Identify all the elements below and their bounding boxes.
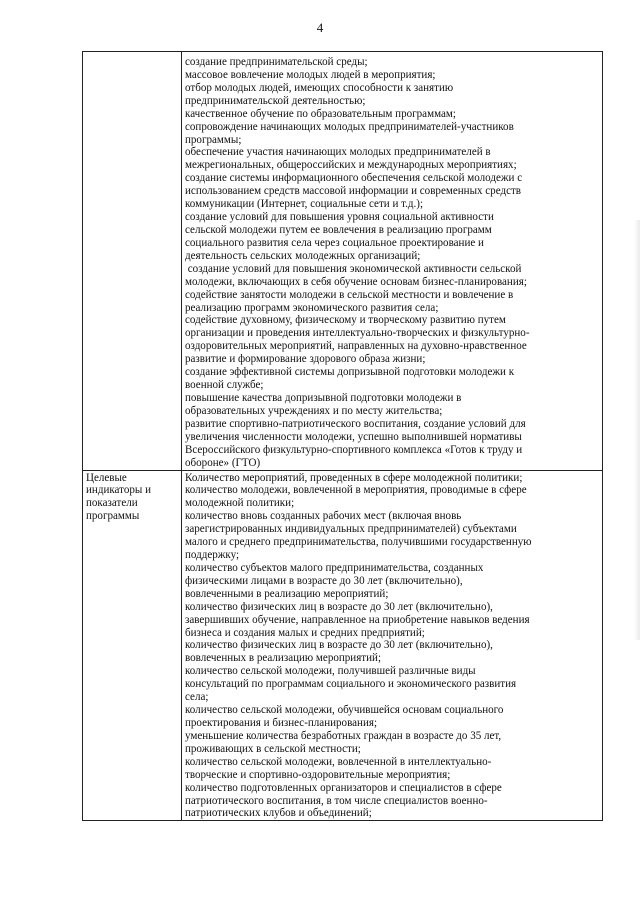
text-line: военной службе; [185,379,264,392]
text-line: проектирования и бизнес-планирования; [185,717,378,730]
text-line: организации и проведения интеллектуально-творческих и физкультурно- [185,327,530,340]
text-line: содействие духовному, физическому и творческому развитию путем [185,314,506,327]
text-line: малого и среднего предпринимательства, получившими государственную [185,536,532,549]
label-line: индикаторы и [86,484,151,497]
text-line: Количество мероприятий, проведенных в сфере молодежной политики; [185,471,523,484]
text-line: социального развития села через социальное проектирование и [185,236,484,249]
text-line: обеспечение участия начинающих молодых предпринимателей в [185,146,491,159]
page-number: 4 [316,20,324,35]
text-line: создание эффективной системы допризывной подготовки молодежи к [185,366,515,379]
row-label-cell [83,470,182,821]
text-line: количество физических лиц в возрасте до 30 лет (включительно), [185,639,493,652]
text-line: патриотического воспитания, в том числе специалистов военно- [185,794,488,807]
table-row [83,470,603,821]
text-line: качественное обучение по образовательным программам; [185,107,456,120]
text-line: межрегиональных, общероссийских и международных мероприятиях; [185,159,517,172]
text-line: увеличения численности молодежи, успешно выполнившей нормативы [185,430,522,443]
text-line: содействие занятости молодежи в сельской местности и вовлечение в [185,288,514,301]
text-line: количество субъектов малого предпринимательства, созданных [185,561,484,574]
label-line: Целевые [86,471,127,484]
text-line: сельской молодежи путем ее вовлечения в реализацию программ [185,223,492,236]
scan-shadow [634,220,640,640]
label-line: показатели [86,497,138,510]
text-line: отбор молодых людей, имеющих способности к занятию [185,81,454,94]
text-line: создание предпринимательской среды; [185,56,368,68]
text-line: уменьшение количества безработных граждан в возрасте до 35 лет, [185,729,502,742]
text-line: зарегистрированных индивидуальных предпринимателей) субъектами [185,523,517,536]
text-line: завершивших обучение, направленное на приобретение навыков ведения [185,613,530,626]
text-line: количество молодежи, вовлеченной в мероприятия, проводимые в сфере [185,484,527,497]
text-line: обороне» (ГТО) [185,456,261,469]
row-label-cell [83,52,182,471]
text-line: вовлеченных в реализацию мероприятий; [185,652,382,665]
text-line: повышение качества допризывной подготовки молодежи в [185,391,462,404]
text-line: Всероссийского физкультурно-спортивного комплекса «Готов к труду и [185,443,523,456]
text-line: количество сельской молодежи, получившей различные виды [185,665,476,678]
text-line: села; [185,691,209,704]
text-line: образовательных учреждениях и по месту жительства; [185,404,443,417]
text-line: массовое вовлечение молодых людей в мероприятия; [185,68,436,81]
label-line: программы [86,510,140,523]
table-row [83,52,603,471]
row-content-cell [182,52,603,471]
text-line: творческие и спортивно-оздоровительные мероприятия; [185,768,451,781]
text-line: коммуникации (Интернет, социальные сети и т.д.); [185,198,424,211]
text-line: создание условий для повышения экономической активности сельской [185,262,522,275]
text-line: консультаций по программам социального и экономического развития [185,678,517,691]
program-passport-table [82,51,603,821]
text-line: количество сельской молодежи, обучившейся основам социального [185,704,504,717]
text-line: количество подготовленных организаторов и специалистов в сфере [185,781,502,794]
text-line: создание условий для повышения уровня социальной активности [185,211,494,224]
text-line: бизнеса и создания малых и средних предприятий; [185,626,425,639]
text-line: деятельность сельских молодежных организаций; [185,249,421,262]
text-line: использованием средств массовой информации и современных средств [185,185,522,198]
text-line: создание системы информационного обеспечения сельской молодежи с [185,172,523,185]
text-line: поддержку; [185,549,240,562]
text-line: молодежи, включающих в себя обучение основам бизнес-планирования; [185,275,527,288]
text-line: развитие и формирование здорового образа жизни; [185,353,426,366]
text-line: оздоровительных мероприятий, направленных на духовно-нравственное [185,340,527,353]
text-line: патриотических клубов и объединений; [185,807,372,820]
text-line: сопровождение начинающих молодых предпринимателей-участников [185,120,514,133]
text-line: физическими лицами в возрасте до 30 лет (включительно), [185,574,463,587]
text-line: развитие спортивно-патриотического воспитания, создание условий для [185,417,526,430]
text-line: предпринимательской деятельностью; [185,94,366,107]
text-line: количество физических лиц в возрасте до 30 лет (включительно), [185,600,493,613]
text-line: количество вновь созданных рабочих мест (включая вновь [185,510,462,523]
text-line: количество сельской молодежи, вовлеченной в интеллектуально- [185,755,492,768]
text-line: программы; [185,133,242,146]
text-line: реализацию программ экономического развития села; [185,301,439,314]
row-content-cell [182,470,603,821]
text-line: вовлеченными в реализацию мероприятий; [185,587,389,600]
text-line: молодежной политики; [185,497,295,510]
text-line: проживающих в сельской местности; [185,742,361,755]
